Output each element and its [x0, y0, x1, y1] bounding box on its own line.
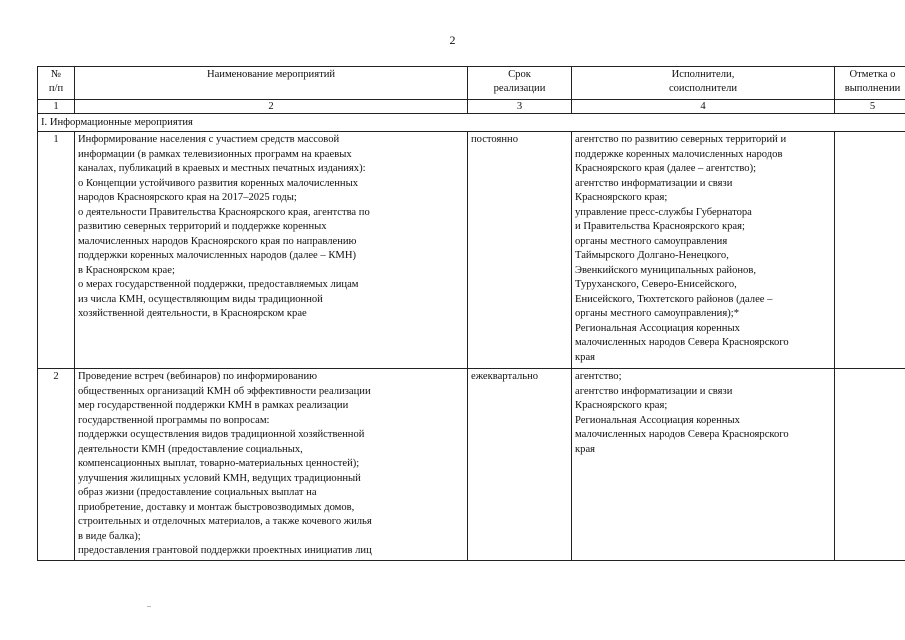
text-line: Енисейского, Тюхтетского районов (далее –	[575, 293, 773, 305]
text-line: хозяйственной деятельности, в Красноярском крае	[78, 308, 307, 319]
activity-executors	[572, 369, 835, 561]
activity-term: постоянно	[468, 132, 572, 369]
text-line: поддержке коренных малочисленных народов	[575, 148, 783, 160]
text-line: Таймырского Долгано-Ненецкого,	[575, 250, 729, 261]
text-line: общественных организаций КМН об эффективности реализации	[78, 385, 371, 397]
text-line: образ жизни (предоставление социальных выплат на	[78, 487, 317, 498]
text-line: государственной программы по вопросам:	[78, 414, 270, 426]
text-line: Проведение встреч (вебинаров) по информированию	[78, 371, 318, 382]
text-line: Эвенкийского муниципальных районов,	[575, 264, 756, 276]
activity-executors	[572, 132, 835, 369]
text-line: информации (в рамках телевизионных программ на краевых	[78, 148, 352, 160]
text-line: малочисленных народов Севера Красноярского	[575, 337, 789, 348]
column-number: 5	[835, 100, 905, 114]
activity-name	[75, 369, 468, 561]
text-line: агентство;	[575, 371, 622, 382]
activity-mark	[835, 369, 905, 561]
activity-mark	[835, 132, 905, 369]
header-number: № п/п	[38, 67, 75, 100]
text-line: Информирование населения с участием средств массовой	[78, 134, 340, 145]
text-line: Красноярского края;	[575, 400, 668, 411]
text-line: управление пресс-службы Губернатора	[575, 206, 752, 218]
text-line: развитию северных территорий и поддержке коренных	[78, 221, 327, 232]
header-name: Наименование мероприятий	[75, 67, 468, 100]
text-line: приобретение, доставку и монтаж быстровозводимых домов,	[78, 501, 355, 513]
text-line: о мерах государственной поддержки, предоставляемых лицам	[78, 279, 359, 290]
text-line: Красноярского края;	[575, 192, 668, 203]
text-line: из числа КМН, осуществляющим виды традиционной	[78, 293, 323, 305]
text-line: в виде балка);	[78, 530, 141, 542]
activity-name	[75, 132, 468, 369]
header-executors: Исполнители, соисполнители	[572, 67, 835, 100]
header-mark: Отметка о выполнении	[835, 67, 905, 100]
text-line: Региональная Ассоциация коренных	[575, 322, 740, 334]
text-line: Красноярского края (далее – агентство);	[575, 163, 757, 174]
text-line: улучшения жилищных условий КМН, ведущих традиционный	[78, 472, 361, 484]
table-header-row	[38, 67, 905, 100]
text-line: органы местного самоуправления	[575, 235, 728, 247]
activities-table	[37, 66, 905, 561]
section-row	[38, 114, 905, 132]
header-term: Срок реализации	[468, 67, 572, 100]
text-line: мер государственной поддержки КМН в рамках реализации	[78, 400, 349, 411]
text-line: предоставления грантовой поддержки проектных инициатив лиц	[78, 545, 372, 556]
text-line: в Красноярском крае;	[78, 264, 175, 276]
text-line: каналах, публикаций в краевых и местных печатных изданиях):	[78, 163, 366, 174]
column-numbers-row	[38, 100, 905, 114]
text-line: поддержки коренных малочисленных народов (далее – КМН)	[78, 250, 357, 261]
text-line: края	[575, 443, 596, 455]
text-line: агентство информатизации и связи	[575, 385, 733, 397]
column-number: 4	[572, 100, 835, 114]
column-number: 3	[468, 100, 572, 114]
text-line: и Правительства Красноярского края;	[575, 221, 745, 232]
text-line: компенсационных выплат, товарно-материальных ценностей);	[78, 458, 360, 469]
page-number: 2	[449, 33, 456, 47]
text-line: органы местного самоуправления);*	[575, 308, 739, 319]
table-row	[38, 132, 905, 369]
row-number: 1	[38, 132, 75, 369]
text-line: агентство по развитию северных территорий и	[575, 134, 787, 145]
scan-mark	[147, 606, 151, 607]
text-line: народов Красноярского края на 2017–2025 годы;	[78, 192, 297, 203]
text-line: деятельности КМН (предоставление социальных,	[78, 443, 303, 455]
text-line: поддержки осуществления видов традиционной хозяйственной	[78, 429, 365, 440]
text-line: о деятельности Правительства Красноярского края, агентства по	[78, 206, 370, 218]
text-line: Туруханского, Северо-Енисейского,	[575, 279, 737, 290]
table-row	[38, 369, 905, 561]
text-line: малочисленных народов Красноярского края по направлению	[78, 235, 357, 247]
text-line: малочисленных народов Севера Красноярского	[575, 429, 789, 440]
activity-term: ежеквартально	[468, 369, 572, 561]
row-number: 2	[38, 369, 75, 561]
text-line: о Концепции устойчивого развития коренных малочисленных	[78, 177, 359, 189]
section-title: I. Информационные мероприятия	[38, 114, 905, 132]
text-line: агентство информатизации и связи	[575, 177, 733, 189]
column-number: 2	[75, 100, 468, 114]
text-line: края	[575, 351, 596, 363]
column-number: 1	[38, 100, 75, 114]
text-line: строительных и отделочных материалов, а также кочевого жилья	[78, 516, 372, 527]
text-line: Региональная Ассоциация коренных	[575, 414, 740, 426]
